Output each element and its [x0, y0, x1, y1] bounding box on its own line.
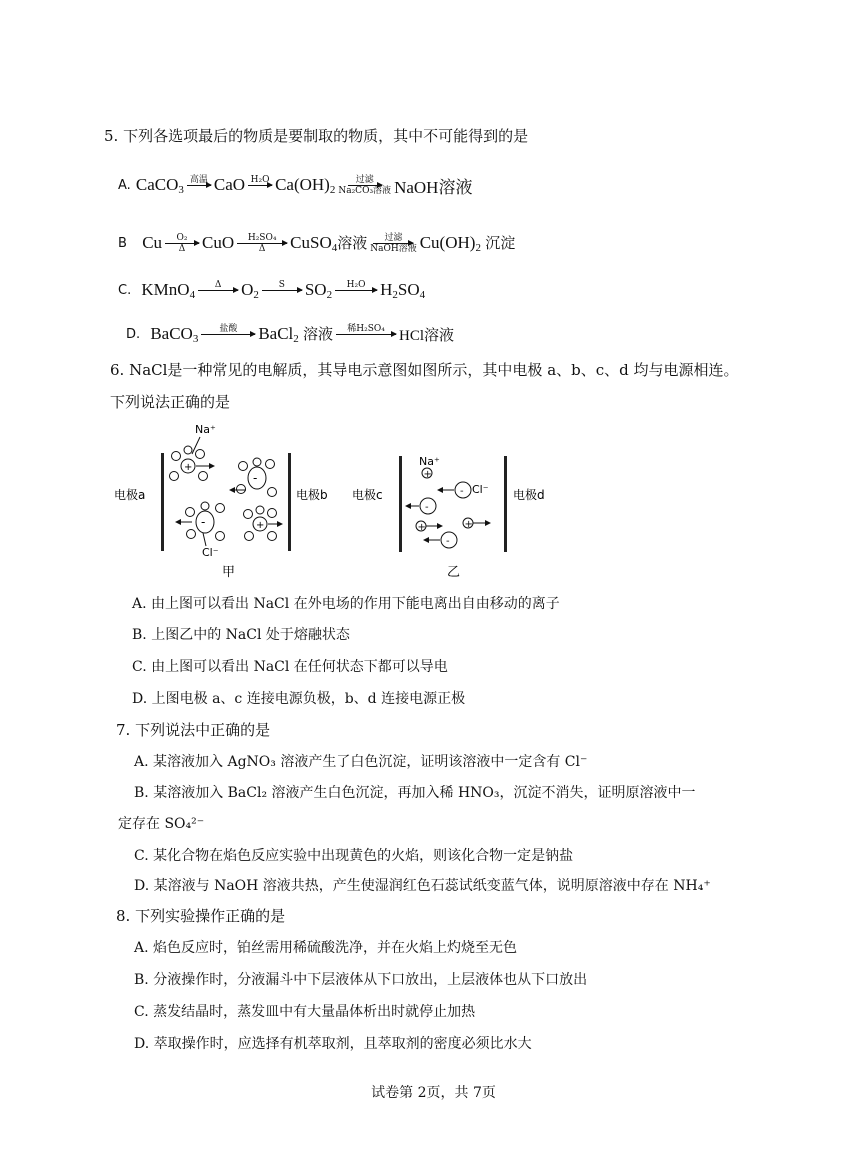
q5-option-b: B Cu O₂ Δ CuO H₂SO₄ Δ CuSO$_4$溶液 过滤 NaOH溶液 $Cu(OH)_2$ 沉淀 — [118, 232, 516, 254]
q5-option-d: D. BaCO$_3$ 盐酸 BaCl$_2$ 溶液 稀H₂SO₄ HCl溶液 — [126, 323, 455, 345]
q5-c-letter: C. — [118, 282, 132, 298]
q5-a-s1: CaCO — [135, 174, 179, 194]
q6-option-d: D. 上图电极 a、c 连接电源负极，b、d 连接电源正极 — [132, 691, 466, 707]
q8-stem: 8. 下列实验操作正确的是 — [116, 907, 286, 925]
q5-b-letter: B — [118, 235, 127, 251]
q7-option-b-line2: 定存在 SO₄²⁻ — [118, 816, 205, 832]
electrode-b-label: 电极b — [296, 488, 328, 502]
svg-text:-: - — [446, 536, 450, 547]
electrode-d-plate — [504, 456, 507, 552]
q5-d-letter: D. — [126, 326, 141, 342]
q7-stem: 7. 下列说法中正确的是 — [116, 721, 271, 739]
svg-text:+: + — [423, 469, 432, 480]
na-label-yi: Na⁺ — [419, 455, 440, 468]
svg-text:-: - — [425, 502, 429, 513]
q6-option-c: C. 由上图可以看出 NaCl 在任何状态下都可以导电 — [132, 659, 448, 675]
na-label-jia: Na⁺ — [195, 423, 216, 436]
q6-option-a: A. 由上图可以看出 NaCl 在外电场的作用下能电离出自由移动的离子 — [132, 596, 560, 612]
q5-b-s2: CuO — [202, 233, 235, 252]
arrow: Δ — [198, 280, 238, 301]
q6-stem-line2: 下列说法正确的是 — [110, 393, 231, 411]
arrow: 盐酸 — [201, 324, 255, 345]
electrode-a-label: 电极a — [114, 488, 146, 502]
q5-stem: 5. 下列各选项最后的物质是要制取的物质，其中不可能得到的是 — [104, 127, 529, 145]
q5-b-s1: Cu — [142, 233, 163, 252]
arrow: O₂ Δ — [165, 233, 199, 254]
svg-text:-: - — [460, 486, 464, 497]
electrode-a-plate — [161, 453, 164, 551]
q8-option-b: B. 分液操作时，分液漏斗中下层液体从下口放出，上层液体也从下口放出 — [134, 972, 588, 988]
arrow: S — [262, 280, 302, 301]
arrow: 稀H₂SO₄ — [336, 324, 396, 345]
svg-text:-: - — [201, 515, 206, 529]
q5-a-s3: Ca(OH) — [275, 174, 330, 194]
conduction-diagram — [110, 418, 560, 583]
q6-option-b: B. 上图乙中的 NaCl 处于熔融状态 — [132, 627, 350, 643]
q7-option-d: D. 某溶液与 NaOH 溶液共热，产生使湿润红色石蕊试纸变蓝气体，说明原溶液中存在 NH₄⁺ — [134, 878, 711, 894]
arrow: H₂O — [335, 280, 377, 301]
q8-option-d: D. 萃取操作时，应选择有机萃取剂，且萃取剂的密度必须比水大 — [134, 1036, 532, 1052]
q5-option-a: A. CaCO$_3$ 高温 CaO H₂O $Ca(OH)_2$ 过滤 Na₂CO₃溶液 NaOH溶液 — [118, 174, 473, 197]
arrow: 过滤 Na₂CO₃溶液 — [338, 174, 392, 196]
arrow: 高温 — [187, 175, 211, 196]
electrode-b-plate — [288, 453, 291, 551]
q7-option-a: A. 某溶液加入 AgNO₃ 溶液产生了白色沉淀，证明该溶液中一定含有 Cl⁻ — [134, 754, 588, 770]
cl-label-yi: Cl⁻ — [472, 483, 489, 496]
q5-a-s2: CaO — [213, 175, 246, 194]
caption-yi: 乙 — [447, 565, 461, 580]
svg-text:+: + — [464, 519, 473, 530]
arrow: 过滤 NaOH溶液 — [370, 232, 417, 254]
cl-label-jia: Cl⁻ — [202, 546, 219, 559]
q8-option-a: A. 焰色反应时，铂丝需用稀硫酸洗净，并在火焰上灼烧至无色 — [134, 940, 518, 956]
q6-stem-line1: 6. NaCl是一种常见的电解质，其导电示意图如图所示，其中电极 a、b、c、d 均与电源相连。 — [110, 361, 739, 379]
svg-text:-: - — [253, 471, 258, 485]
q5-a-s4: NaOH溶液 — [394, 177, 473, 197]
q5-option-c: C. KMnO$_4$ Δ $O_2$ S $SO_2$ H₂O $H_2SO_4$ — [118, 279, 426, 301]
caption-jia: 甲 — [222, 565, 236, 580]
electrode-d-label: 电极d — [513, 488, 545, 502]
electrode-c-plate — [399, 456, 402, 552]
svg-text:+: + — [184, 462, 193, 473]
q7-option-b-line1: B. 某溶液加入 BaCl₂ 溶液产生白色沉淀，再加入稀 HNO₃，沉淀不消失，证明原溶液中一 — [134, 785, 696, 801]
svg-text:+: + — [417, 522, 426, 533]
page-footer: 试卷第 2页，共 7页 — [371, 1085, 496, 1101]
svg-text:+: + — [256, 520, 265, 531]
q5-a-letter: A. — [118, 177, 131, 193]
q7-option-c: C. 某化合物在焰色反应实验中出现黄色的火焰，则该化合物一定是钠盐 — [134, 848, 574, 864]
q8-option-c: C. 蒸发结晶时，蒸发皿中有大量晶体析出时就停止加热 — [134, 1004, 476, 1020]
electrode-c-label: 电极c — [352, 488, 383, 502]
arrow: H₂O — [248, 175, 272, 196]
arrow: H₂SO₄ Δ — [237, 233, 287, 254]
